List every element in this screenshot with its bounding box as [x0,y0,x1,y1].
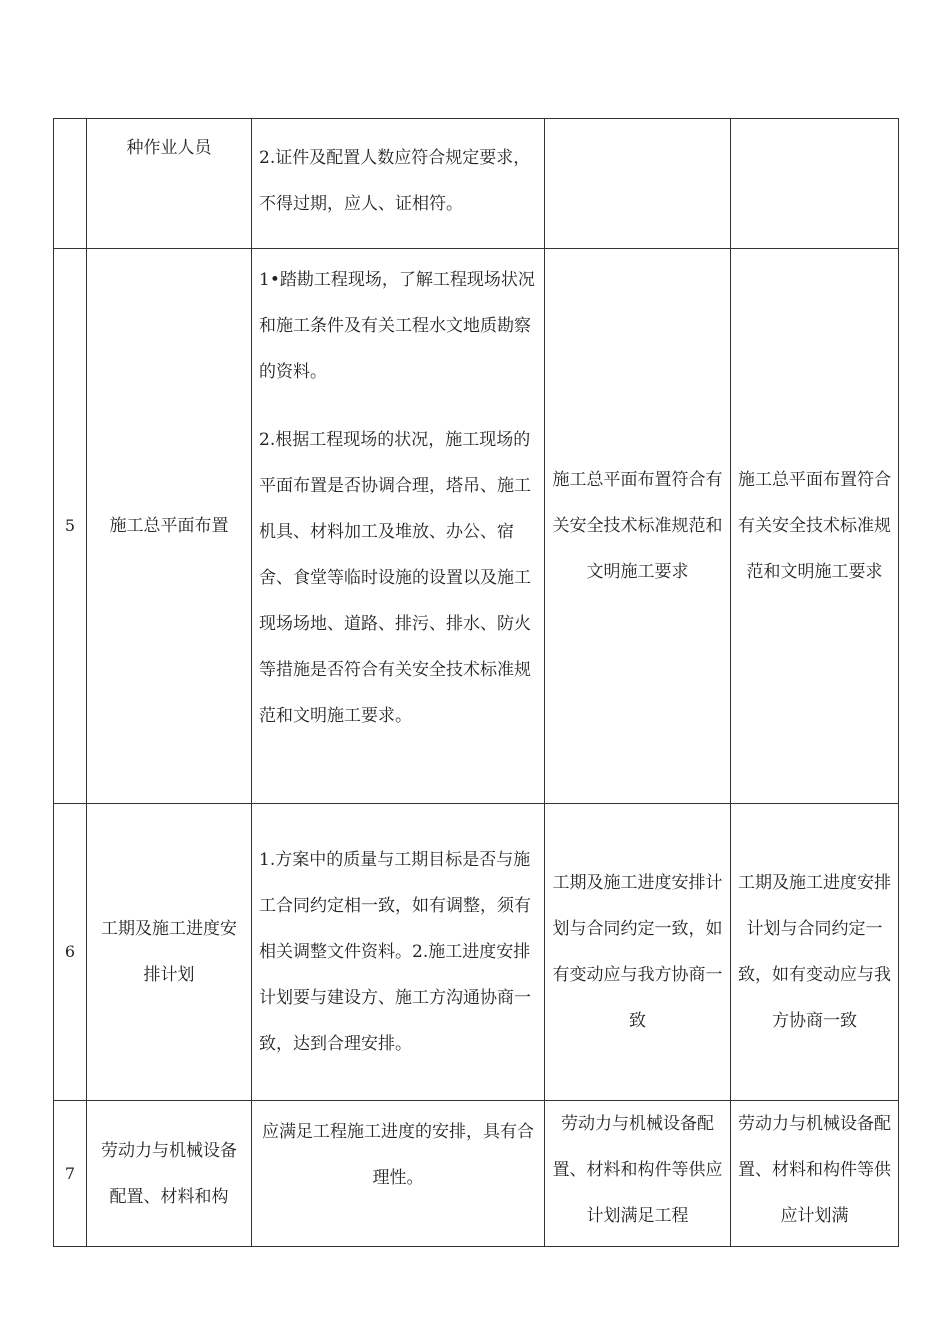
result-cell: 工期及施工进度安排计划与合同约定一致，如有变动应与我方协商一致 [545,804,731,1101]
conclusion-cell: 劳动力与机械设备配置、材料和构件等供应计划满 [731,1101,899,1247]
conclusion-cell: 工期及施工进度安排计划与合同约定一致，如有变动应与我方协商一致 [731,804,899,1101]
table-row [54,1101,899,1247]
row-number [54,119,87,249]
item-name: 种作业人员 [87,119,252,249]
table-row [54,249,899,804]
item-name: 工期及施工进度安排计划 [87,804,252,1101]
requirement-cell [252,804,545,1101]
conclusion-cell: 施工总平面布置符合有关安全技术标准规范和文明施工要求 [731,249,899,804]
row-number: 6 [54,804,87,1101]
result-cell: 施工总平面布置符合有关安全技术标准规范和文明施工要求 [545,249,731,804]
requirement-text: 1.方案中的质量与工期目标是否与施工合同约定相一致，如有调整，须有相关调整文件资料。2.施工进度安排计划要与建设方、施工方沟通协商一致，达到合理安排。 [259,850,531,1054]
requirement-text: 2.根据工程现场的状况，施工现场的平面布置是否协调合理，塔吊、施工机具、材料加工及堆放、办公、宿舍、食堂等临时设施的设置以及施工现场场地、道路、排污、排水、防火等措施是否符合有关安全技术标准规范和文明施工要求。 [259,430,531,726]
item-name: 施工总平面布置 [87,249,252,804]
table-row [54,804,899,1101]
requirement-cell [252,1101,545,1247]
requirement-text: 应满足工程施工进度的安排，具有合理性。 [262,1122,534,1188]
row-number: 5 [54,249,87,804]
row-number: 7 [54,1101,87,1247]
item-name: 劳动力与机械设备配置、材料和构 [87,1101,252,1247]
result-cell: 劳动力与机械设备配置、材料和构件等供应计划满足工程 [545,1101,731,1247]
result-cell [545,119,731,249]
conclusion-cell [731,119,899,249]
table-row [54,119,899,249]
requirement-cell [252,119,545,249]
review-table [53,118,899,1247]
requirement-text: 2.证件及配置人数应符合规定要求，不得过期，应人、证相符。 [259,148,531,214]
requirement-text: 1•踏勘工程现场，了解工程现场状况和施工条件及有关工程水文地质勘察的资料。 [259,270,535,382]
requirement-cell [252,249,545,804]
